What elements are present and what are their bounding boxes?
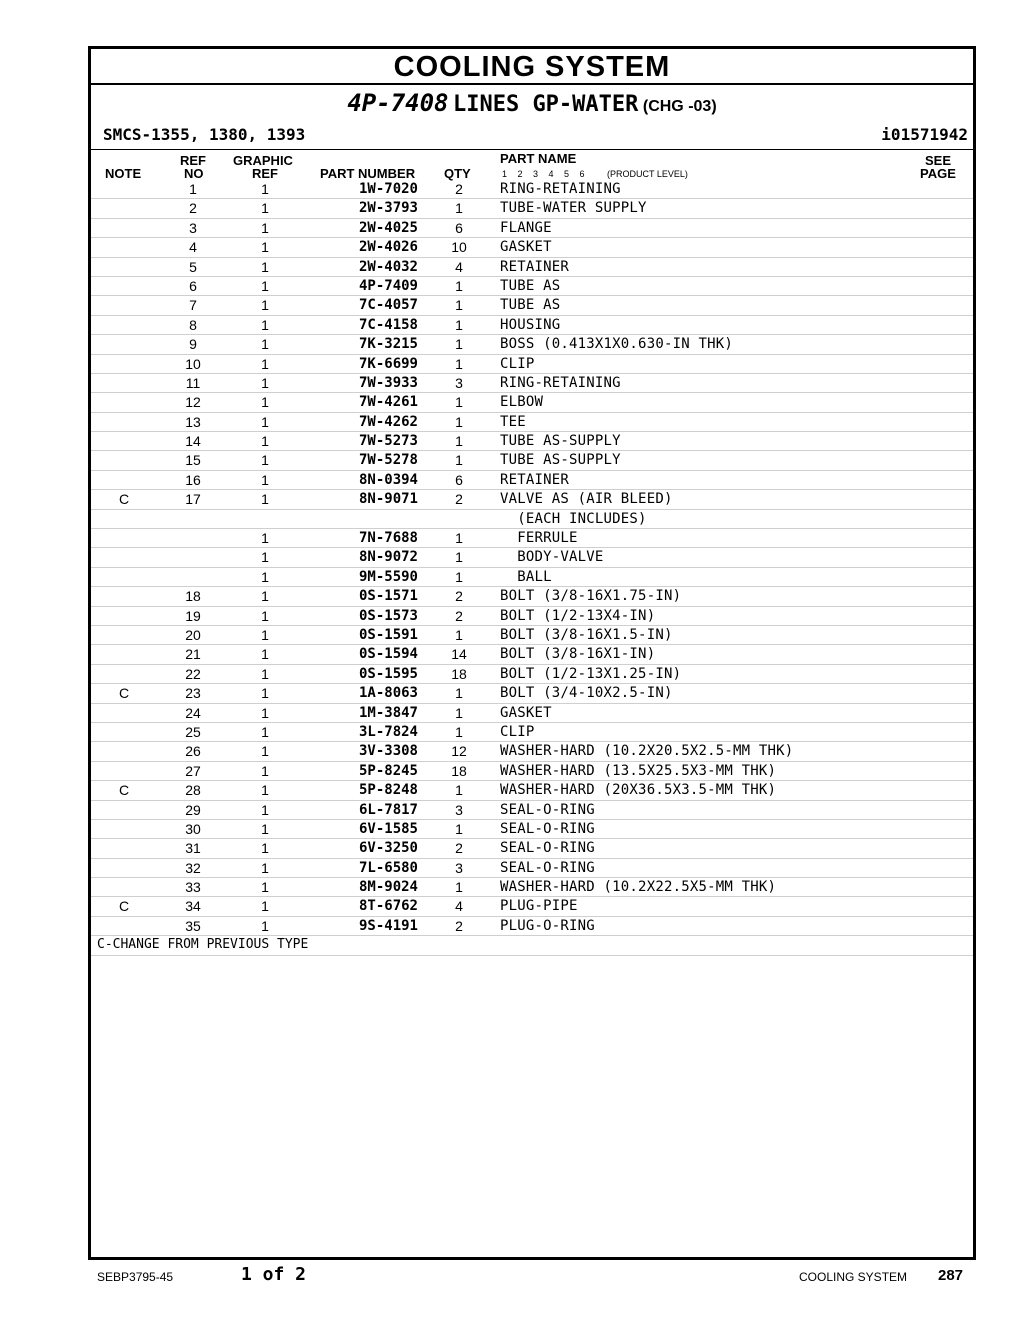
table-row	[91, 665, 973, 684]
row-qty: 18	[451, 665, 467, 682]
row-qty: 4	[455, 898, 463, 915]
header-see-bottom: PAGE	[920, 166, 956, 181]
row-qty: 1	[455, 433, 463, 450]
row-qty: 14	[451, 646, 467, 663]
row-part-number: 7K-6699	[358, 355, 418, 372]
table-row	[91, 897, 973, 916]
row-part-name: SEAL-O-RING	[500, 859, 595, 876]
row-graphic-ref: 1	[261, 879, 269, 896]
row-graphic-ref: 1	[261, 820, 269, 837]
row-part-number: 6L-7817	[358, 801, 418, 818]
row-part-number: 9S-4191	[358, 917, 418, 934]
row-qty: 1	[455, 879, 463, 896]
row-part-name: CLIP	[500, 723, 535, 740]
header-see-top: SEE	[925, 153, 952, 168]
row-part-number: 8T-6762	[358, 898, 418, 915]
row-part-number: 7L-6580	[358, 859, 418, 876]
row-qty: 12	[451, 743, 467, 760]
table-row	[91, 548, 973, 567]
table-row	[91, 859, 973, 878]
row-part-number: 2W-4026	[358, 239, 418, 256]
row-graphic-ref: 1	[261, 336, 269, 353]
row-part-number: 8N-9072	[358, 549, 418, 566]
row-qty: 4	[455, 258, 463, 275]
row-qty: 1	[455, 336, 463, 353]
table-row	[91, 704, 973, 723]
table-row	[91, 684, 973, 703]
row-graphic-ref: 1	[261, 394, 269, 411]
row-ref-no: 33	[185, 879, 201, 896]
row-graphic-ref: 1	[261, 316, 269, 333]
row-ref-no: 28	[185, 782, 201, 799]
row-ref-no: 19	[185, 607, 201, 624]
row-ref-no: 22	[185, 665, 201, 682]
row-graphic-ref: 1	[261, 239, 269, 256]
row-part-name: BOLT (3/8-16X1.75-IN)	[500, 588, 682, 605]
row-graphic-ref: 1	[261, 607, 269, 624]
row-graphic-ref: 1	[261, 685, 269, 702]
row-graphic-ref: 1	[261, 762, 269, 779]
table-row	[91, 626, 973, 645]
row-part-name: BOLT (3/8-16X1.5-IN)	[500, 626, 673, 643]
table-row	[91, 490, 973, 509]
page-title: COOLING SYSTEM	[393, 51, 671, 83]
row-part-name: PLUG-O-RING	[500, 917, 595, 934]
row-graphic-ref: 1	[261, 277, 269, 294]
table-row	[91, 393, 973, 412]
row-graphic-ref: 1	[261, 413, 269, 430]
table-row	[91, 529, 973, 548]
row-qty: 18	[451, 762, 467, 779]
table-row	[91, 742, 973, 761]
header-part-number: PART NUMBER	[320, 166, 416, 181]
row-part-number: 0S-1571	[358, 588, 418, 605]
row-part-number: 2W-4025	[358, 219, 418, 236]
row-part-number: 7W-3933	[358, 374, 418, 391]
row-part-name: GASKET	[500, 704, 552, 721]
row-graphic-ref: 1	[261, 588, 269, 605]
row-part-name: WASHER-HARD (13.5X25.5X3-MM THK)	[500, 762, 777, 779]
column-headers	[91, 150, 973, 180]
row-part-name: BALL	[500, 568, 552, 585]
row-part-number: 9M-5590	[358, 568, 418, 585]
row-ref-no: 4	[189, 239, 197, 256]
row-graphic-ref: 1	[261, 898, 269, 915]
row-ref-no: 5	[189, 258, 197, 275]
row-ref-no: 27	[185, 762, 201, 779]
row-qty: 1	[455, 685, 463, 702]
table-row	[91, 839, 973, 858]
row-graphic-ref: 1	[261, 374, 269, 391]
table-row	[91, 781, 973, 800]
table-row	[91, 413, 973, 432]
row-part-number: 1M-3847	[358, 704, 418, 721]
row-graphic-ref: 1	[261, 743, 269, 760]
row-part-number: 7C-4057	[358, 297, 418, 314]
row-graphic-ref: 1	[261, 801, 269, 818]
row-ref-no: 14	[185, 433, 201, 450]
row-part-number: 8M-9024	[358, 879, 418, 896]
row-note: C	[118, 898, 130, 915]
row-ref-no: 7	[189, 297, 197, 314]
row-ref-no: 35	[185, 917, 201, 934]
table-row	[91, 355, 973, 374]
row-part-name: ELBOW	[500, 394, 544, 411]
table-row	[91, 587, 973, 606]
table-row	[91, 917, 973, 936]
table-row	[91, 820, 973, 839]
table-row	[91, 374, 973, 393]
row-qty: 6	[455, 219, 463, 236]
row-graphic-ref: 1	[261, 297, 269, 314]
row-graphic-ref: 1	[261, 200, 269, 217]
footnote-row	[91, 936, 973, 955]
row-graphic-ref: 1	[261, 549, 269, 566]
row-part-number: 8N-0394	[358, 471, 418, 488]
row-part-name: BOLT (1/2-13X1.25-IN)	[500, 665, 682, 682]
row-part-name: GASKET	[500, 239, 552, 256]
table-row	[91, 199, 973, 218]
footer-section: COOLING SYSTEM	[799, 1270, 908, 1284]
row-ref-no: 1	[189, 181, 197, 197]
row-qty: 1	[455, 277, 463, 294]
row-ref-no: 26	[185, 743, 201, 760]
row-qty: 3	[455, 859, 463, 876]
row-ref-no: 18	[185, 588, 201, 605]
row-note: C	[118, 491, 130, 508]
table-row	[91, 568, 973, 587]
row-part-number: 1A-8063	[358, 685, 418, 702]
row-part-number: 0S-1591	[358, 626, 418, 643]
parts-page-frame	[88, 46, 976, 1260]
illustration-id: i01571942	[881, 125, 968, 144]
row-part-name: TUBE AS	[500, 277, 561, 294]
row-ref-no: 13	[185, 413, 201, 430]
row-part-name: PLUG-PIPE	[500, 898, 578, 915]
row-qty: 3	[455, 374, 463, 391]
table-row	[91, 180, 973, 199]
table-row	[91, 723, 973, 742]
table-row	[91, 219, 973, 238]
row-qty: 2	[455, 607, 463, 624]
row-part-number: 2W-4032	[358, 258, 418, 275]
group-heading	[91, 85, 973, 123]
row-qty: 2	[455, 840, 463, 857]
row-graphic-ref: 1	[261, 355, 269, 372]
header-qty: QTY	[444, 166, 471, 181]
table-row	[91, 335, 973, 354]
row-qty: 10	[451, 239, 467, 256]
row-part-name: RING-RETAINING	[500, 374, 621, 391]
row-ref-no: 6	[189, 277, 197, 294]
header-product-levels: 1 2 3 4 5 6	[502, 169, 585, 179]
row-part-name: SEAL-O-RING	[500, 820, 595, 837]
row-part-number: 0S-1594	[358, 646, 418, 663]
row-ref-no: 10	[185, 355, 201, 372]
row-part-name: BOLT (1/2-13X4-IN)	[500, 607, 656, 624]
row-graphic-ref: 1	[261, 626, 269, 643]
table-row	[91, 762, 973, 781]
row-graphic-ref: 1	[261, 704, 269, 721]
table-row	[91, 471, 973, 490]
table-row	[91, 801, 973, 820]
row-qty: 1	[455, 297, 463, 314]
row-qty: 1	[455, 355, 463, 372]
row-ref-no: 24	[185, 704, 201, 721]
row-qty: 1	[455, 452, 463, 469]
header-ref-top: REF	[180, 153, 206, 168]
row-ref-no: 25	[185, 723, 201, 740]
row-note: C	[118, 685, 130, 702]
row-part-name: SEAL-O-RING	[500, 801, 595, 818]
row-part-name: RETAINER	[500, 471, 570, 488]
row-qty: 1	[455, 394, 463, 411]
row-part-number: 7N-7688	[358, 530, 418, 547]
row-qty: 1	[455, 549, 463, 566]
row-note: C	[118, 782, 130, 799]
row-graphic-ref: 1	[261, 646, 269, 663]
group-change: (CHG -03)	[642, 98, 717, 115]
row-part-number: 6V-1585	[358, 820, 418, 837]
header-graphic-bottom: REF	[252, 166, 278, 181]
row-ref-no: 12	[185, 394, 201, 411]
row-qty: 1	[455, 413, 463, 430]
row-qty: 2	[455, 917, 463, 934]
row-part-number: 2W-3793	[358, 200, 418, 217]
row-ref-no: 8	[189, 316, 197, 333]
row-graphic-ref: 1	[261, 258, 269, 275]
table-row	[91, 645, 973, 664]
row-qty: 1	[455, 820, 463, 837]
table-row	[91, 878, 973, 897]
row-part-name: BODY-VALVE	[500, 549, 604, 566]
header-product-level-label: (PRODUCT LEVEL)	[607, 169, 688, 179]
row-graphic-ref: 1	[261, 433, 269, 450]
row-part-number: 7K-3215	[358, 336, 418, 353]
row-part-name: TUBE AS	[500, 297, 561, 314]
row-graphic-ref: 1	[261, 917, 269, 934]
row-part-name: (EACH INCLUDES)	[500, 510, 647, 527]
row-qty: 2	[455, 588, 463, 605]
row-ref-no: 16	[185, 471, 201, 488]
row-ref-no: 20	[185, 626, 201, 643]
row-part-number: 8N-9071	[358, 491, 418, 508]
row-qty: 2	[455, 491, 463, 508]
row-part-name: WASHER-HARD (10.2X22.5X5-MM THK)	[500, 879, 777, 896]
row-part-number: 5P-8248	[358, 782, 418, 799]
row-part-name: TUBE-WATER SUPPLY	[500, 200, 647, 217]
smcs-row	[91, 123, 973, 150]
row-part-name: BOLT (3/4-10X2.5-IN)	[500, 685, 673, 702]
row-part-name: HOUSING	[500, 316, 561, 333]
row-ref-no: 3	[189, 219, 197, 236]
row-ref-no: 11	[185, 374, 201, 391]
header-ref-bottom: NO	[184, 166, 204, 181]
row-graphic-ref: 1	[261, 452, 269, 469]
row-qty: 1	[455, 530, 463, 547]
table-row	[91, 277, 973, 296]
row-graphic-ref: 1	[261, 665, 269, 682]
header-note: NOTE	[105, 166, 142, 181]
row-part-name: TUBE AS-SUPPLY	[500, 452, 621, 469]
table-row	[91, 316, 973, 335]
row-part-number: 4P-7409	[358, 277, 418, 294]
row-part-name: TEE	[500, 413, 526, 430]
parts-list	[91, 180, 973, 956]
row-qty: 1	[455, 704, 463, 721]
row-graphic-ref: 1	[261, 219, 269, 236]
row-part-name: FLANGE	[500, 219, 552, 236]
group-part-number: 4P-7408	[347, 89, 449, 117]
row-qty: 1	[455, 568, 463, 585]
table-row	[91, 451, 973, 470]
row-qty: 1	[455, 316, 463, 333]
row-part-name: RING-RETAINING	[500, 181, 621, 197]
row-ref-no: 17	[185, 491, 201, 508]
footer-page-number: 287	[938, 1267, 964, 1284]
row-part-number: 6V-3250	[358, 840, 418, 857]
table-row	[91, 607, 973, 626]
row-graphic-ref: 1	[261, 859, 269, 876]
row-graphic-ref: 1	[261, 471, 269, 488]
table-row	[91, 238, 973, 257]
table-row	[91, 432, 973, 451]
row-ref-no: 21	[185, 646, 201, 663]
row-part-number: 7W-5273	[358, 433, 418, 450]
row-part-name: WASHER-HARD (10.2X20.5X2.5-MM THK)	[500, 743, 794, 760]
group-line	[347, 89, 717, 117]
row-graphic-ref: 1	[261, 491, 269, 508]
row-part-name: BOLT (3/8-16X1-IN)	[500, 646, 656, 663]
row-part-number: 0S-1573	[358, 607, 418, 624]
row-qty: 3	[455, 801, 463, 818]
row-part-name: TUBE AS-SUPPLY	[500, 433, 621, 450]
row-graphic-ref: 1	[261, 723, 269, 740]
row-graphic-ref: 1	[261, 782, 269, 799]
row-qty: 1	[455, 723, 463, 740]
row-qty: 1	[455, 200, 463, 217]
row-ref-no: 32	[185, 859, 201, 876]
row-part-number: 5P-8245	[358, 762, 418, 779]
row-part-name: CLIP	[500, 355, 535, 372]
row-part-name: RETAINER	[500, 258, 570, 275]
row-ref-no: 2	[189, 200, 197, 217]
table-row	[91, 296, 973, 315]
row-ref-no: 31	[185, 840, 201, 857]
header-part-name: PART NAME	[500, 151, 577, 166]
row-part-number: 7W-5278	[358, 452, 418, 469]
row-graphic-ref: 1	[261, 568, 269, 585]
row-qty: 6	[455, 471, 463, 488]
row-ref-no: 9	[189, 336, 197, 353]
row-ref-no: 30	[185, 820, 201, 837]
footnote: C-CHANGE FROM PREVIOUS TYPE	[97, 937, 309, 953]
row-graphic-ref: 1	[261, 530, 269, 547]
row-graphic-ref: 1	[261, 840, 269, 857]
row-part-number: 7W-4262	[358, 413, 418, 430]
smcs-codes: SMCS-1355, 1380, 1393	[103, 125, 306, 144]
row-graphic-ref: 1	[261, 181, 269, 197]
row-part-name: BOSS (0.413X1X0.630-IN THK)	[500, 336, 733, 353]
row-part-name: SEAL-O-RING	[500, 840, 595, 857]
row-part-number: 7C-4158	[358, 316, 418, 333]
row-part-number: 0S-1595	[358, 665, 418, 682]
row-qty: 1	[455, 626, 463, 643]
row-part-name: VALVE AS (AIR BLEED)	[500, 491, 673, 508]
row-ref-no: 23	[185, 685, 201, 702]
row-part-number: 3L-7824	[358, 723, 418, 740]
row-qty: 2	[455, 181, 463, 197]
row-ref-no: 34	[185, 898, 201, 915]
row-part-name: FERRULE	[500, 530, 578, 547]
footer-doc-id: SEBP3795-45	[97, 1270, 174, 1284]
table-row	[91, 510, 973, 529]
footer-page-of: 1 of 2	[241, 1264, 307, 1285]
table-row	[91, 258, 973, 277]
group-name: LINES GP-WATER	[452, 92, 639, 117]
page-footer	[0, 1262, 1020, 1292]
row-ref-no: 15	[185, 452, 201, 469]
row-part-number: 3V-3308	[358, 743, 418, 760]
row-part-number: 1W-7020	[358, 181, 418, 197]
header-graphic-top: GRAPHIC	[233, 153, 293, 168]
row-qty: 1	[455, 782, 463, 799]
row-ref-no: 29	[185, 801, 201, 818]
row-part-number: 7W-4261	[358, 394, 418, 411]
title-bar	[91, 49, 973, 85]
row-part-name: WASHER-HARD (20X36.5X3.5-MM THK)	[500, 782, 777, 799]
